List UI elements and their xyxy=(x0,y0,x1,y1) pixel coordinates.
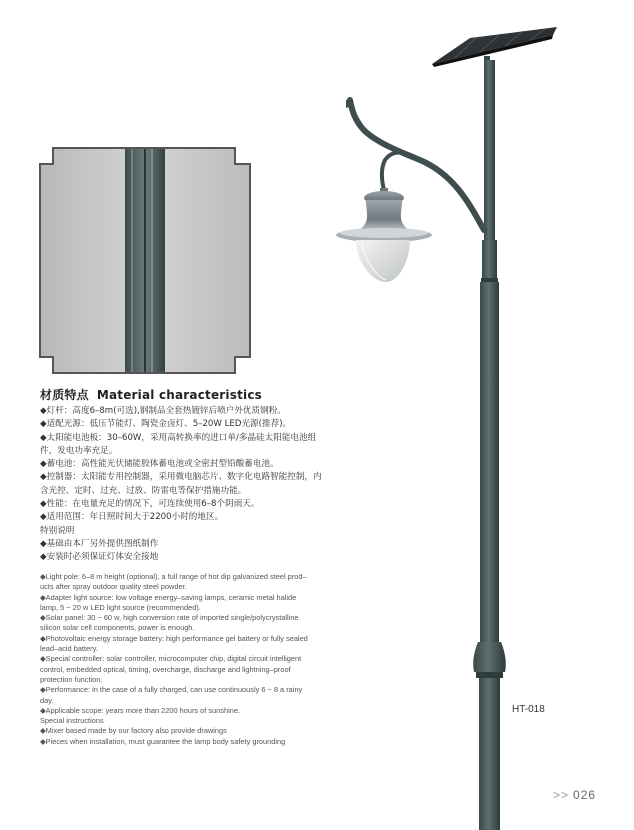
en-item: ◆Mixer based made by our factory also provide drawings xyxy=(40,726,227,736)
zh-item: ◆蓄电池：高性能光伏储能胶体蓄电池或全密封型铅酸蓄电池。 xyxy=(40,459,279,470)
en-item: Special instructions xyxy=(40,716,104,726)
en-item: ◆Applicable scope: years more than 2200 hours of sunshine. xyxy=(40,705,241,715)
en-item: control, embedded optical, timing, overcharge, discharge and lightning–proof xyxy=(40,664,291,674)
page-number-value: 026 xyxy=(573,788,597,802)
en-item: protection function. xyxy=(40,674,103,684)
zh-item: ◆安装时必须保证灯体安全接地 xyxy=(40,552,159,563)
en-item: ◆Special controller: solar controller, microcomputer chip, digital circuit intelligent xyxy=(40,654,302,664)
zh-item: 含光控、定时、过充、过放、防雷电等保护措施功能。 xyxy=(40,485,247,496)
en-item: ◆Performance: in the case of a fully charged, can use continuously 6 ~ 8 a rainy xyxy=(40,685,303,695)
en-item: ◆Photovoltaic energy storage battery: high performance gel battery or fully sealed xyxy=(40,633,308,643)
chinese-spec-list xyxy=(40,405,360,565)
zh-item: ◆适配光源：低压节能灯、陶瓷金卤灯、5–20W LED光源(推荐)。 xyxy=(40,419,292,430)
en-item: day. xyxy=(40,695,54,705)
zh-item: ◆控制器：太阳能专用控制器，采用微电脑芯片、数字化电路智能控制，内 xyxy=(40,472,322,483)
page-arrow: >> xyxy=(553,788,570,802)
en-item: ◆Solar panel: 30 ~ 60 w, high conversion rate of imported single/polycrystalline xyxy=(40,613,299,623)
heading-en: Material characteristics xyxy=(96,388,262,402)
english-spec-list xyxy=(40,572,340,747)
pole-section-detail xyxy=(39,147,251,374)
en-item: ◆Pieces when installation, must guarantee the lamp body safety grounding xyxy=(40,736,286,746)
heading-zh: 材质特点 xyxy=(40,388,89,402)
zh-item: 特别说明 xyxy=(40,525,75,536)
street-light-pole xyxy=(346,60,506,830)
en-item: ucts after spray outdoor quality steel powder. xyxy=(40,582,187,592)
en-item: lead–acid battery. xyxy=(40,644,98,654)
en-item: ◆Adapter light source: low voltage energy–saving lamps, ceramic metal halide xyxy=(40,592,297,602)
en-item: lamp, 5 ~ 20 w LED light source (recommended). xyxy=(40,602,201,612)
zh-item: ◆灯杆：高度6–8m(可选),钢制品全套热镀锌后喷户外优质钢粉。 xyxy=(40,406,286,416)
zh-item: ◆基础由本厂另外提供图纸制作 xyxy=(40,538,159,549)
lamp-head xyxy=(336,188,432,282)
en-item: ◆Light pole: 6–8 m height (optional), a full range of hot dip galvanized steel prod– xyxy=(40,572,307,581)
zh-item: 件，发电功率充足。 xyxy=(40,445,118,456)
zh-item: ◆性能：在电量充足的情况下，可连续使用6–8个阴雨天。 xyxy=(40,499,260,510)
zh-item: ◆适用范围：年日照时间大于2200小时的地区。 xyxy=(40,512,224,523)
model-number: HT-018 xyxy=(512,704,545,715)
material-heading xyxy=(40,386,270,403)
en-item: silicon solar cell components, power is enough. xyxy=(40,623,195,633)
page-number xyxy=(553,788,596,802)
zh-item: ◆太阳能电池板：30–60W，采用高转换率的进口单/多晶硅太阳能电池组 xyxy=(40,432,317,443)
